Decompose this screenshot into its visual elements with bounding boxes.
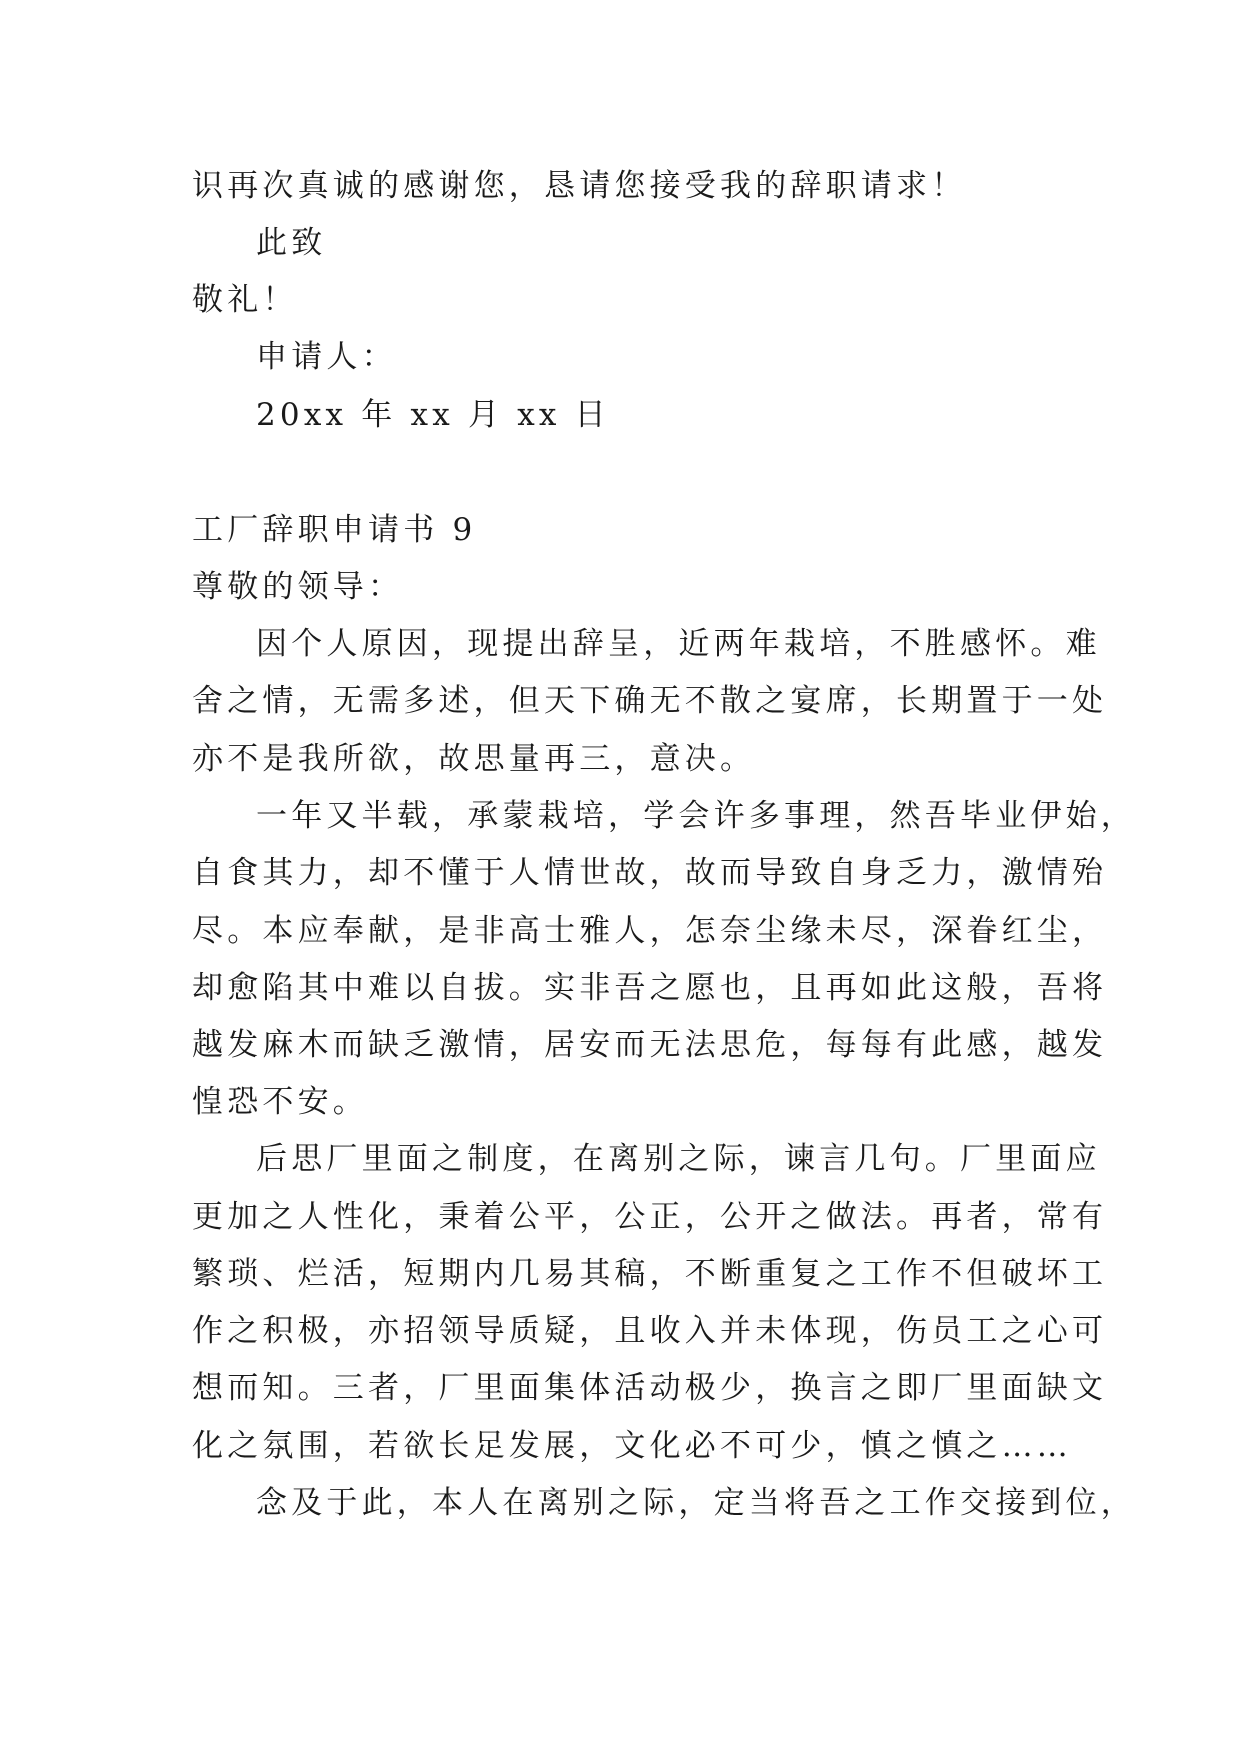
- paragraph-line: 一年又半载，承蒙栽培，学会许多事理，然吾毕业伊始，: [256, 798, 1136, 834]
- paragraph-line: 自食其力，却不懂于人情世故，故而导致自身乏力，激情殆: [192, 855, 1108, 891]
- date-line: 20xx 年 xx 月 xx 日: [256, 397, 610, 433]
- paragraph-line: 亦不是我所欲，故思量再三，意决。: [192, 741, 756, 777]
- paragraph-line: 念及于此，本人在离别之际，定当将吾之工作交接到位，: [256, 1485, 1136, 1521]
- paragraph-line: 繁琐、烂活，短期内几易其稿，不断重复之工作不但破坏工: [192, 1256, 1108, 1292]
- closing-salutation: 此致: [256, 225, 327, 261]
- paragraph-line: 后思厂里面之制度，在离别之际，谏言几句。厂里面应: [256, 1141, 1101, 1177]
- paragraph-line: 惶恐不安。: [192, 1084, 368, 1120]
- text-line: 识再次真诚的感谢您，恳请您接受我的辞职请求！: [192, 168, 967, 204]
- paragraph-line: 舍之情，无需多述，但天下确无不散之宴席，长期置于一处: [192, 683, 1108, 719]
- paragraph-line: 尽。本应奉献，是非高士雅人，怎奈尘缘未尽，深眷红尘，: [192, 913, 1108, 949]
- paragraph-line: 化之氛围，若欲长足发展，文化必不可少，慎之慎之……: [192, 1428, 1072, 1464]
- paragraph-line: 想而知。三者，厂里面集体活动极少，换言之即厂里面缺文: [192, 1370, 1108, 1406]
- paragraph-line: 更加之人性化，秉着公平，公正，公开之做法。再者，常有: [192, 1199, 1108, 1235]
- applicant-label: 申请人：: [256, 339, 397, 375]
- closing-regards: 敬礼！: [192, 282, 298, 318]
- greeting: 尊敬的领导：: [192, 569, 404, 605]
- paragraph-line: 因个人原因，现提出辞呈，近两年栽培，不胜感怀。难: [256, 626, 1101, 662]
- paragraph-line: 却愈陷其中难以自拔。实非吾之愿也，且再如此这般，吾将: [192, 970, 1108, 1006]
- section-title: 工厂辞职申请书 9: [192, 512, 477, 548]
- paragraph-line: 越发麻木而缺乏激情，居安而无法思危，每每有此感，越发: [192, 1027, 1108, 1063]
- paragraph-line: 作之积极，亦招领导质疑，且收入并未体现，伤员工之心可: [192, 1313, 1108, 1349]
